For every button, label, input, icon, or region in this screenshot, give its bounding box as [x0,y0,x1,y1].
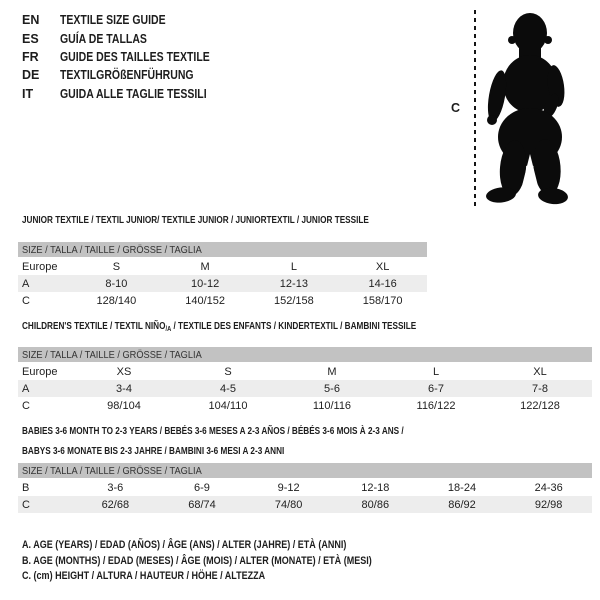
junior-size-table [18,242,427,309]
language-title-list [22,11,238,103]
babies-size-table [18,463,592,513]
size-header-bar: SIZE / TALLA / TAILLE / GRÖSSE / TAGLIA [18,242,427,257]
row-label: Europe [22,260,58,273]
babies-table-title: BABIES 3-6 MONTH TO 2-3 YEARS / BEBÉS 3-6 MESES A 2-3 AÑOS / BÉBÉS 3-6 MOIS À 2-3 ANS / BABYS 3-6 MONATE BIS 2-3 JAHRE / BAMBINI 3-6 MESI A 2-3 ANNI [22,426,404,457]
note-age-years: A. AGE (YEARS) / EDAD (AÑOS) / ÂGE (ANS) / ALTER (JAHRE) / ETÀ (ANNI) [22,538,347,551]
nino-a-subscript: /A [165,326,172,333]
size-header-bar: SIZE / TALLA / TAILLE / GRÖSSE / TAGLIA [18,463,592,478]
guide-title-de: TEXTILGRÖßENFÜHRUNG [60,68,194,83]
note-height-cm: C. (cm) HEIGHT / ALTURA / HAUTEUR / HÖHE / ALTEZZA [22,570,266,583]
language-code: EN [22,13,40,28]
guide-title-it: GUIDA ALLE TAGLIE TESSILI [60,86,207,101]
height-measure-label: C [451,101,461,115]
row-label: A [22,382,30,395]
row-label: A [22,277,30,290]
row-label: Europe [22,365,58,378]
size-header-bar: SIZE / TALLA / TAILLE / GRÖSSE / TAGLIA [18,347,592,362]
table-row-age-months: B 3-6 6-9 9-12 12-18 18-24 24-36 [18,479,592,496]
language-row-it [22,85,238,103]
children-table-title: CHILDREN'S TEXTILE / TEXTIL $NIÑO_{/A}$ / TEXTILE DES ENFANTS / KINDERTEXTIL / BAMBINI TESSILE [22,321,417,333]
table-row-age: A 3-4 4-5 5-6 6-7 7-8 [18,380,592,397]
guide-title-fr: GUIDE DES TAILLES TEXTILE [60,49,210,64]
row-label: C [22,294,30,307]
row-label: B [22,481,30,494]
language-row-fr [22,48,238,66]
legend-notes [22,537,449,584]
table-row-height: C 62/68 68/74 74/80 80/86 86/92 92/98 [18,496,592,513]
language-code: FR [22,49,39,64]
row-label: C [22,498,30,511]
language-code: ES [22,31,39,46]
table-row-height: C 98/104 104/110 110/116 116/122 122/128 [18,397,592,414]
height-measure-dashed-line [474,10,476,207]
junior-table-title: JUNIOR TEXTILE / TEXTIL JUNIOR/ TEXTILE JUNIOR / JUNIORTEXTIL / JUNIOR TESSILE [22,215,369,226]
language-row-es [22,29,238,47]
language-code: DE [22,68,40,83]
children-size-table [18,347,592,414]
table-row-europe: Europe S M L XL [18,258,427,275]
language-row-de [22,66,238,84]
table-row-age: A 8-10 10-12 12-13 14-16 [18,275,427,292]
guide-title-es: GUÍA DE TALLAS [60,31,147,46]
language-row-en [22,11,238,29]
guide-title-en: TEXTILE SIZE GUIDE [60,13,166,28]
toddler-silhouette [485,10,569,208]
row-label: C [22,399,30,412]
note-age-months: B. AGE (MONTHS) / EDAD (MESES) / ÂGE (MOIS) / ALTER (MONATE) / ETÀ (MESI) [22,554,372,567]
table-row-height: C 128/140 140/152 152/158 158/170 [18,292,427,309]
language-code: IT [22,86,34,101]
table-row-europe: Europe XS S M L XL [18,363,592,380]
